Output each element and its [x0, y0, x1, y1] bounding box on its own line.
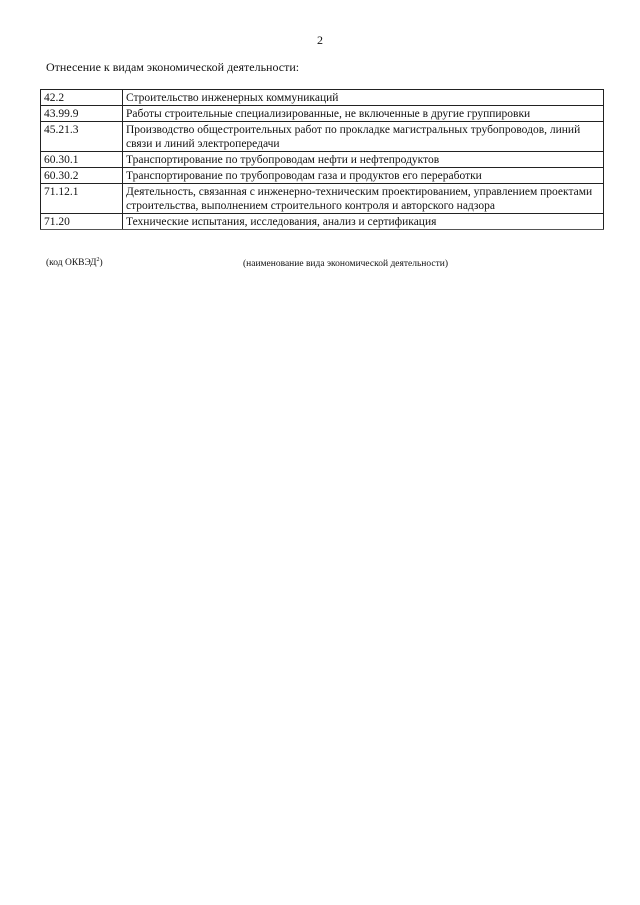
okved-code: 60.30.1: [41, 152, 123, 168]
activity-name: Производство общестроительных работ по прокладке магистральных трубопроводов, линий связи и линий электропередачи: [123, 122, 604, 152]
okved-code-caption: (код ОКВЭД$^2$): [46, 257, 103, 269]
page-number: 2: [317, 33, 323, 47]
okved-code: 42.2: [41, 90, 123, 106]
activity-name: Транспортирование по трубопроводам нефти и нефтепродуктов: [123, 152, 604, 168]
page-heading: Отнесение к видам экономической деятельности:: [46, 60, 300, 74]
activity-name: Строительство инженерных коммуникаций: [123, 90, 604, 106]
table-row: [41, 214, 604, 230]
activity-name-caption: (наименование вида экономической деятельности): [243, 259, 448, 269]
activity-name: Работы строительные специализированные, не включенные в другие группировки: [123, 106, 604, 122]
okved-code: 45.21.3: [41, 122, 123, 152]
okved-code: 71.20: [41, 214, 123, 230]
okved-table: [40, 89, 604, 230]
table-row: [41, 106, 604, 122]
footnote-mark: 2: [96, 257, 100, 263]
table-row: [41, 90, 604, 106]
table-row: [41, 168, 604, 184]
table-row: [41, 184, 604, 214]
okved-code: 71.12.1: [41, 184, 123, 214]
activity-name: Транспортирование по трубопроводам газа и продуктов его переработки: [123, 168, 604, 184]
table-row: [41, 122, 604, 152]
okved-code: 60.30.2: [41, 168, 123, 184]
activity-name: Деятельность, связанная с инженерно-техническим проектированием, управлением проектами строительства, выполнением строительного контроля и авторского надзора: [123, 184, 604, 214]
table-row: [41, 152, 604, 168]
activity-name: Технические испытания, исследования, анализ и сертификация: [123, 214, 604, 230]
okved-code: 43.99.9: [41, 106, 123, 122]
